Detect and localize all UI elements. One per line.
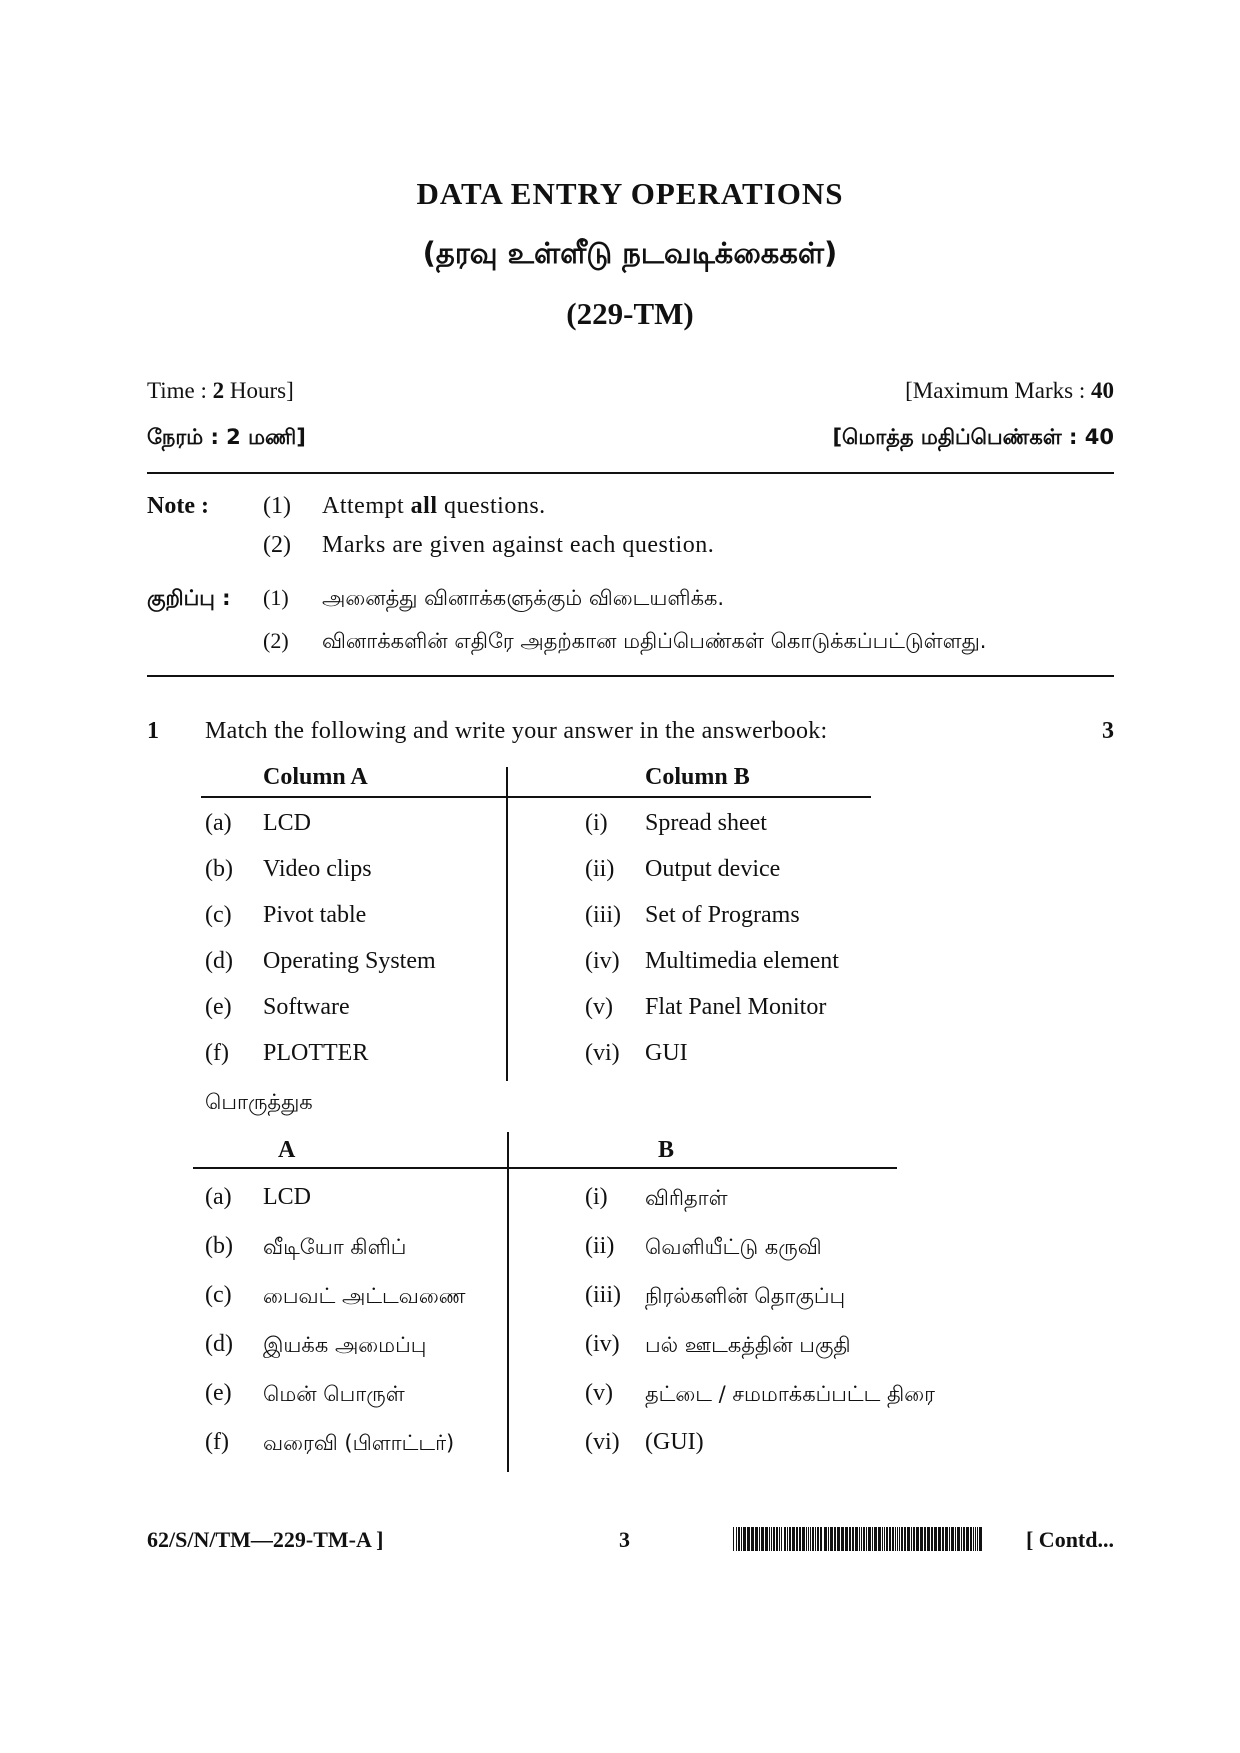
barcode-bar [973, 1527, 974, 1551]
barcode-bar [738, 1527, 740, 1551]
tamil-match-b-num: (v) [585, 1380, 613, 1406]
barcode-bar [863, 1527, 865, 1551]
tamil-match-b-text: (GUI) [645, 1429, 704, 1455]
barcode-bar [861, 1527, 862, 1551]
barcode-bar [901, 1527, 903, 1551]
barcode-bar [872, 1527, 873, 1551]
tamil-table-header-rule [193, 1167, 897, 1169]
barcode-bar [781, 1527, 782, 1551]
barcode-bar [747, 1527, 750, 1551]
tamil-match-b-num: (vi) [585, 1429, 620, 1455]
note-tamil-item-2: வினாக்களின் எதிரே அதற்கான மதிப்பெண்கள் கொடுக்கப்பட்டுள்ளது. [322, 629, 987, 653]
tamil-match-a-text: வரைவி (பிளாட்டர்) [263, 1431, 455, 1455]
match-b-num: (i) [585, 810, 608, 836]
match-a-text: Operating System [263, 948, 436, 974]
barcode-bar [776, 1527, 778, 1551]
tamil-match-a-num: (b) [205, 1233, 233, 1259]
paper-title-tamil: (தரவு உள்ளீடு நடவடிக்கைகள்) [422, 236, 838, 270]
match-b-text: Output device [645, 856, 781, 882]
divider-top [147, 472, 1114, 474]
tamil-match-a-num: (a) [205, 1184, 232, 1210]
max-marks-line-tamil: [மொத்த மதிப்பெண்கள் : 40 [832, 425, 1114, 449]
tamil-match-a-text: மென் பொருள் [263, 1382, 405, 1406]
barcode-bar [769, 1527, 770, 1551]
table-header-rule [201, 796, 871, 798]
barcode-bar [784, 1527, 786, 1551]
time-line: Time : 2 Hours] [147, 378, 294, 403]
barcode-bar [852, 1527, 854, 1551]
barcode-bar [855, 1527, 858, 1551]
barcode-bar [924, 1527, 926, 1551]
match-a-num: (b) [205, 856, 233, 882]
barcode-bar [815, 1527, 816, 1551]
paper-title: DATA ENTRY OPERATIONS [416, 176, 844, 211]
tamil-match-b-text: தட்டை / சமமாக்கப்பட்ட திரை [645, 1382, 935, 1406]
divider-bottom [147, 675, 1114, 677]
question-text: Match the following and write your answer in the answerbook: [205, 718, 828, 744]
match-b-num: (v) [585, 994, 613, 1020]
barcode-bar [884, 1527, 885, 1551]
barcode-bar [957, 1527, 960, 1551]
barcode-bar [886, 1527, 888, 1551]
tamil-table-divider [507, 1132, 509, 1472]
tamil-match-b-num: (iv) [585, 1331, 620, 1357]
barcode-bar [834, 1527, 836, 1551]
match-b-text: Spread sheet [645, 810, 767, 836]
barcode-bar [966, 1527, 969, 1551]
barcode-bar [927, 1527, 930, 1551]
note-item-2: Marks are given against each question. [322, 532, 715, 558]
barcode-bar [787, 1527, 788, 1551]
tamil-match-a-text: பைவட் அட்டவணை [263, 1284, 466, 1308]
barcode-bar [808, 1527, 809, 1551]
barcode-bar [761, 1527, 764, 1551]
barcode-bar [892, 1527, 894, 1551]
barcode-bar [779, 1527, 780, 1551]
match-b-num: (ii) [585, 856, 615, 882]
barcode-bar [741, 1527, 742, 1551]
tamil-column-a-header: A [278, 1137, 296, 1163]
barcode-bar [895, 1527, 896, 1551]
match-a-num: (a) [205, 810, 232, 836]
note-num-1: (1) [263, 493, 291, 519]
match-a-num: (c) [205, 902, 232, 928]
match-b-text: Flat Panel Monitor [645, 994, 827, 1020]
barcode-bar [911, 1527, 912, 1551]
barcode-bar [975, 1527, 976, 1551]
barcode-bar [824, 1527, 827, 1551]
note-tamil-item-1: அனைத்து வினாக்களுக்கும் விடையளிக்க. [322, 586, 725, 610]
barcode-bar [773, 1527, 775, 1551]
barcode [733, 1527, 983, 1551]
match-a-num: (e) [205, 994, 232, 1020]
barcode-bar [771, 1527, 772, 1551]
barcode-bar [866, 1527, 867, 1551]
tamil-match-b-text: வெளியீட்டு கருவி [645, 1235, 822, 1259]
tamil-match-a-num: (e) [205, 1380, 232, 1406]
note-tamil-num-1: (1) [263, 585, 289, 610]
barcode-bar [830, 1527, 833, 1551]
match-a-num: (d) [205, 948, 233, 974]
barcode-bar [751, 1527, 754, 1551]
barcode-bar [970, 1527, 972, 1551]
column-b-header: Column B [645, 764, 750, 790]
barcode-bar [955, 1527, 956, 1551]
match-b-num: (vi) [585, 1040, 620, 1066]
barcode-bar [736, 1527, 737, 1551]
footer-code: 62/S/N/TM—229-TM-A ] [147, 1527, 384, 1552]
barcode-bar [916, 1527, 919, 1551]
barcode-bar [907, 1527, 910, 1551]
barcode-bar [755, 1527, 758, 1551]
barcode-bar [733, 1527, 734, 1551]
barcode-bar [920, 1527, 923, 1551]
barcode-bar [874, 1527, 877, 1551]
barcode-bar [820, 1527, 822, 1551]
time-line-tamil: நேரம் : 2 மணி] [147, 425, 306, 449]
tamil-column-b-header: B [658, 1137, 675, 1163]
barcode-bar [792, 1527, 795, 1551]
match-b-text: GUI [645, 1040, 688, 1066]
barcode-bar [845, 1527, 848, 1551]
barcode-bar [828, 1527, 829, 1551]
barcode-bar [961, 1527, 962, 1551]
page-number: 3 [619, 1527, 630, 1552]
note-num-2: (2) [263, 532, 291, 558]
table-divider [506, 767, 508, 1081]
barcode-bar [934, 1527, 937, 1551]
tamil-match-a-num: (c) [205, 1282, 232, 1308]
barcode-bar [904, 1527, 906, 1551]
question-number: 1 [147, 718, 159, 744]
tamil-match-b-num: (ii) [585, 1233, 615, 1259]
tamil-match-a-text: வீடியோ கிளிப் [263, 1235, 407, 1259]
barcode-bar [868, 1527, 871, 1551]
tamil-match-a-num: (d) [205, 1331, 233, 1357]
barcode-bar [743, 1527, 746, 1551]
barcode-bar [899, 1527, 900, 1551]
tamil-match-b-text: விரிதாள் [645, 1186, 728, 1210]
match-b-num: (iii) [585, 902, 621, 928]
tamil-match-b-text: நிரல்களின் தொகுப்பு [645, 1284, 846, 1308]
note-label: Note : [147, 493, 209, 519]
barcode-bar [945, 1527, 948, 1551]
barcode-bar [812, 1527, 814, 1551]
barcode-bar [949, 1527, 950, 1551]
barcode-bar [897, 1527, 898, 1551]
tamil-match-a-num: (f) [205, 1429, 229, 1455]
barcode-bar [817, 1527, 819, 1551]
match-a-text: LCD [263, 810, 311, 836]
barcode-bar [802, 1527, 805, 1551]
barcode-bar [759, 1527, 760, 1551]
note-label-tamil: குறிப்பு : [147, 586, 231, 610]
barcode-bar [841, 1527, 844, 1551]
barcode-bar [810, 1527, 811, 1551]
column-a-header: Column A [263, 764, 368, 790]
paper-code: (229-TM) [566, 296, 694, 331]
barcode-bar [951, 1527, 954, 1551]
barcode-bar [913, 1527, 915, 1551]
contd-label: [ Contd... [1025, 1527, 1114, 1552]
tamil-match-b-text: பல் ஊடகத்தின் பகுதி [645, 1333, 851, 1357]
match-a-text: Video clips [263, 856, 372, 882]
barcode-bar [889, 1527, 891, 1551]
question-marks: 3 [1102, 718, 1114, 744]
tamil-instruction: பொருத்துக [205, 1090, 313, 1114]
tamil-match-b-num: (i) [585, 1184, 608, 1210]
tamil-match-a-text: இயக்க அமைப்பு [263, 1333, 427, 1357]
barcode-bar [859, 1527, 860, 1551]
max-marks-line: [Maximum Marks : 40 [905, 378, 1114, 403]
tamil-match-b-num: (iii) [585, 1282, 621, 1308]
barcode-bar [963, 1527, 965, 1551]
barcode-bar [931, 1527, 933, 1551]
match-a-text: Pivot table [263, 902, 367, 928]
barcode-bar [882, 1527, 883, 1551]
barcode-bar [796, 1527, 798, 1551]
match-b-text: Set of Programs [645, 902, 800, 928]
barcode-bar [837, 1527, 840, 1551]
match-b-text: Multimedia element [645, 948, 839, 974]
barcode-bar [806, 1527, 807, 1551]
barcode-bar [878, 1527, 881, 1551]
barcode-bar [789, 1527, 791, 1551]
note-item-1: Attempt all questions. [322, 493, 546, 519]
match-a-text: PLOTTER [263, 1040, 369, 1066]
barcode-bar [942, 1527, 944, 1551]
match-a-text: Software [263, 994, 350, 1020]
barcode-bar [799, 1527, 801, 1551]
barcode-bar [849, 1527, 851, 1551]
match-b-num: (iv) [585, 948, 620, 974]
barcode-bar [765, 1527, 768, 1551]
note-tamil-num-2: (2) [263, 628, 289, 653]
tamil-match-a-text: LCD [263, 1184, 311, 1210]
barcode-bar [979, 1527, 982, 1551]
barcode-bar [938, 1527, 941, 1551]
barcode-bar [977, 1527, 978, 1551]
match-a-num: (f) [205, 1040, 229, 1066]
